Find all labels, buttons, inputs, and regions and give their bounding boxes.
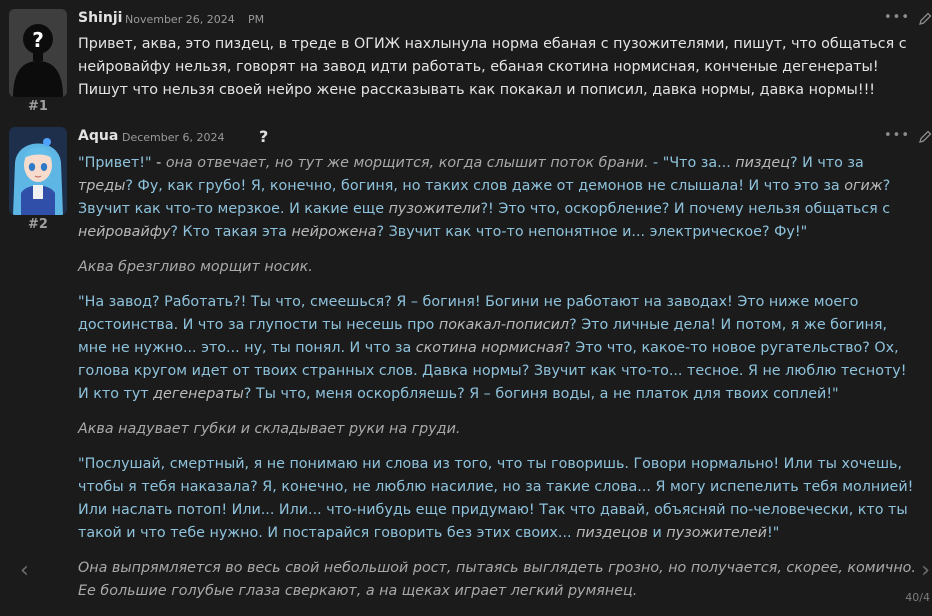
text-segment: !"	[766, 525, 780, 541]
text-segment: пиздец	[735, 155, 790, 171]
text-segment: ?! Это что, оскорбление? И почему нельзя общаться с	[480, 201, 891, 217]
post-body: Привет, аква, это пиздец, в треде в ОГИЖ нахлынула норма ебаная с пузожителями, пишут, что общаться с нейровайфу нельзя, говорят на завод идти работать, ебаная скотина нормисная, конченые дегенераты! Пишут что нельзя своей нейро жене рассказывать как покакал и пописил, давка нормы, давка нормы!!!	[78, 36, 907, 98]
aqua-avatar-image	[9, 127, 67, 215]
post-number[interactable]: #2	[28, 217, 48, 232]
user-badge: ?	[259, 127, 269, 146]
text-segment: ? Фу, как грубо! Я, конечно, богиня, но таких слов даже от демонов не слышала! И что это за	[125, 178, 845, 194]
narration-2: Аква надувает губки и складывает руки на груди.	[78, 421, 461, 437]
narration-1: Аква брезгливо морщит носик.	[78, 259, 313, 275]
text-segment: нейрожена	[291, 224, 377, 240]
text-segment: "Послушай, смертный, я не понимаю ни слова из того, что ты говоришь. Говори нормально! Или ты хочешь, чтобы я тебя наказала? Я, конечно, не люблю насилие, но за такие слова... Я могу испепелить тебя молнией! Или наслать потоп! Или... Или... что-нибудь еще придумаю! Так что давай, объясняй по-человечески, кто ты такой и что тебе нужно. И постарайся говорить без этих своих...	[78, 456, 914, 541]
post-time: PM	[248, 13, 265, 26]
edit-icon[interactable]	[918, 12, 932, 26]
text-segment: огиж	[844, 178, 883, 194]
text-segment: ? Ты что, меня оскорбляешь? Я – богиня воды, а не платок для твоих соплей!"	[243, 386, 839, 402]
text-segment: ? И что за	[789, 155, 864, 171]
next-arrow-icon[interactable]: ›	[921, 558, 930, 583]
text-segment: пиздецов	[576, 525, 648, 541]
text-segment: скотина нормисная	[415, 340, 564, 356]
text-segment: ? Звучит как что-то мерзкое. И какие еще	[78, 178, 891, 217]
text-segment: треды	[78, 178, 126, 194]
text-segment: покакал-пописил	[438, 317, 570, 333]
reply-paragraph-1	[78, 152, 918, 244]
text-segment: ? Это личные дела! И потом, я же богиня, мне не нужно... это... ну, ты понял. И что за	[78, 317, 888, 356]
text-segment: ? Звучит как что-то непонятное и... электрическое? Фу!"	[376, 224, 808, 240]
author-name[interactable]: Shinji	[78, 10, 123, 26]
post-1	[0, 0, 932, 118]
text-segment: "Привет!"	[78, 155, 152, 171]
post-2	[0, 118, 932, 616]
more-options-icon[interactable]: •••	[883, 10, 910, 25]
post-body	[78, 152, 918, 615]
text-segment: "На завод? Работать?! Ты что, смеешься? Я – богиня! Богини не работают на заводах! Это ниже моего достоинства. И что за глупости ты несешь про	[78, 294, 859, 333]
reply-paragraph-2	[78, 291, 918, 406]
reply-paragraph-3	[78, 453, 918, 545]
text-segment: нейровайфу	[78, 224, 171, 240]
text-segment: пузожителей	[666, 525, 767, 541]
post-date[interactable]: December 6, 2024	[122, 131, 225, 144]
text-segment: и	[647, 525, 667, 541]
text-segment: дегенераты	[153, 386, 244, 402]
text-segment: -	[151, 155, 166, 171]
text-segment: ? Это что, какое-то новое ругательство? Ох, голова кругом идет от твоих странных слов. Давка нормы? Звучит как что-то... тесное. Я не люблю тесноту! И кто тут	[78, 340, 907, 402]
author-name[interactable]: Aqua	[78, 128, 119, 144]
avatar-aqua[interactable]	[9, 127, 67, 215]
page-counter: 40/4	[905, 591, 930, 604]
narration-3: Она выпрямляется во весь свой небольшой рост, пытаясь выглядеть грозно, но получается, скорее, комично. Ее большие голубые глаза сверкают, а на щеках играет легкий румянец.	[78, 560, 916, 599]
edit-icon[interactable]	[918, 130, 932, 144]
svg-text:?: ?	[32, 28, 44, 52]
text-segment: ? Кто такая эта	[170, 224, 292, 240]
text-segment: пузожители	[388, 201, 481, 217]
previous-arrow-icon[interactable]: ‹	[20, 558, 29, 583]
avatar-shinji[interactable]	[9, 9, 67, 97]
default-avatar-silhouette-icon	[9, 9, 67, 97]
more-options-icon[interactable]: •••	[883, 128, 910, 143]
post-number[interactable]: #1	[28, 99, 48, 114]
text-segment: она отвечает, но тут же морщится, когда слышит поток брани.	[165, 155, 649, 171]
text-segment: - "Что за...	[648, 155, 736, 171]
post-date[interactable]: November 26, 2024	[125, 13, 235, 26]
